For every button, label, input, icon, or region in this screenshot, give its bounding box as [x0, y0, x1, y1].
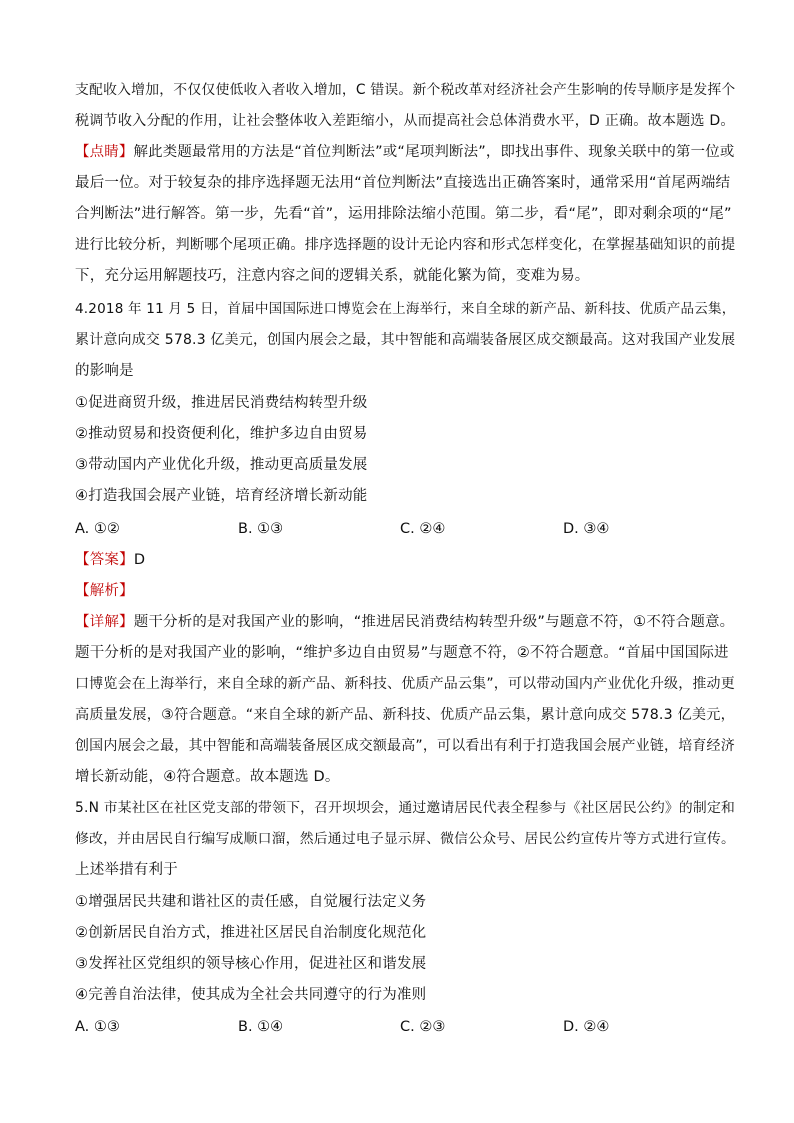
answer-value: D	[133, 552, 146, 568]
q5-option-a: A. ①③	[75, 1019, 120, 1035]
prev-analysis-line-2: 税调节收入分配的作用，让社会整体收入差距缩小，从而提高社会总体消费水平，D 正确。故本题选 D。	[75, 113, 735, 129]
q4-detail-line-1	[75, 612, 734, 632]
q4-item-3: ③带动国内产业优化升级，推动更高质量发展	[75, 457, 368, 473]
detail-text-1: 题干分析的是对我国产业的影响，“推进居民消费结构转型升级”与题意不符，①不符合题意。	[133, 614, 735, 630]
q5-option-d: D. ②④	[563, 1019, 610, 1035]
tip-line-2: 最后一位。对于较复杂的排序选择题无法用“首位判断法”直接选出正确答案时，通常采用“首尾两端结	[75, 175, 731, 191]
q4-item-4: ④打造我国会展产业链，培育经济增长新动能	[75, 488, 368, 504]
prev-analysis-line-1: 支配收入增加，不仅仅使低收入者收入增加，C 错误。新个税改革对经济社会产生影响的传导顺序是发挥个	[75, 82, 736, 98]
q5-option-b: B. ①④	[238, 1019, 284, 1035]
q4-detail-line-6: 增长新动能，④符合题意。故本题选 D。	[75, 769, 340, 785]
q5-stem-line-1: 5.N 市某社区在社区党支部的带领下，召开坝坝会，通过邀请居民代表全程参与《社区居民公约》的制定和	[75, 800, 735, 816]
tip-tag: 【点睛】	[75, 144, 134, 160]
q5-item-3: ③发挥社区党组织的领导核心作用，促进社区和谐发展	[75, 956, 427, 972]
tip-line-5: 下，充分运用解题技巧，注意内容之间的逻辑关系，就能化繁为简，变难为易。	[75, 268, 590, 284]
q4-answer	[75, 550, 145, 570]
q5-item-4: ④完善自治法律，使其成为全社会共同遵守的行为准则	[75, 987, 427, 1003]
q4-option-c: C. ②④	[400, 521, 446, 537]
q4-detail-line-4: 高质量发展，③符合题意。“来自全球的新产品、新科技、优质产品云集，累计意向成交 578.3 亿美元，	[75, 707, 735, 723]
q4-option-a: A. ①②	[75, 521, 120, 537]
tip-line-1	[75, 142, 734, 162]
tip-line-3: 合判断法”进行解答。第一步，先看“首”，运用排除法缩小范围。第二步，看“尾”，即对剩余项的“尾”	[75, 206, 732, 222]
detail-tag: 【详解】	[75, 614, 134, 630]
q4-detail-line-2: 题干分析的是对我国产业的影响，“维护多边自由贸易”与题意不符，②不符合题意。“首届中国国际进	[75, 645, 729, 661]
q5-item-2: ②创新居民自治方式，推进社区居民自治制度化规范化	[75, 925, 427, 941]
q4-option-d: D. ③④	[563, 521, 610, 537]
tip-text-1: 解此类题最常用的方法是“首位判断法”或“尾项判断法”，即找出事件、现象关联中的第一位或	[133, 144, 735, 160]
q5-item-1: ①增强居民共建和谐社区的责任感，自觉履行法定义务	[75, 894, 427, 910]
q5-stem-line-2: 修改，并由居民自行编写成顺口溜，然后通过电子显示屏、微信公众号、居民公约宣传片等方式进行宣传。	[75, 831, 736, 847]
q4-item-1: ①促进商贸升级，推进居民消费结构转型升级	[75, 395, 368, 411]
answer-tag: 【答案】	[75, 552, 134, 568]
q4-option-b: B. ①③	[238, 521, 284, 537]
q4-detail-line-5: 创国内展会之最，其中智能和高端装备展区成交额最高”，可以看出有利于打造我国会展产业链，培育经济	[75, 738, 735, 754]
q4-item-2: ②推动贸易和投资便利化，维护多边自由贸易	[75, 426, 368, 442]
analysis-tag: 【解析】	[75, 583, 134, 599]
q4-stem-line-1: 4.2018 年 11 月 5 日，首届中国国际进口博览会在上海举行，来自全球的新产品、新科技、优质产品云集，	[75, 301, 736, 317]
q4-stem-line-3: 的影响是	[75, 363, 134, 379]
q5-stem-line-3: 上述举措有利于	[75, 862, 178, 878]
q4-stem-line-2: 累计意向成交 578.3 亿美元，创国内展会之最，其中智能和高端装备展区成交额最高。这对我国产业发展	[75, 332, 736, 348]
q4-detail-line-3: 口博览会在上海举行，来自全球的新产品、新科技、优质产品云集”，可以带动国内产业优化升级，推动更	[75, 676, 735, 692]
q5-option-c: C. ②③	[400, 1019, 446, 1035]
tip-line-4: 进行比较分析，判断哪个尾项正确。排序选择题的设计无论内容和形式怎样变化，在掌握基础知识的前提	[75, 237, 736, 253]
